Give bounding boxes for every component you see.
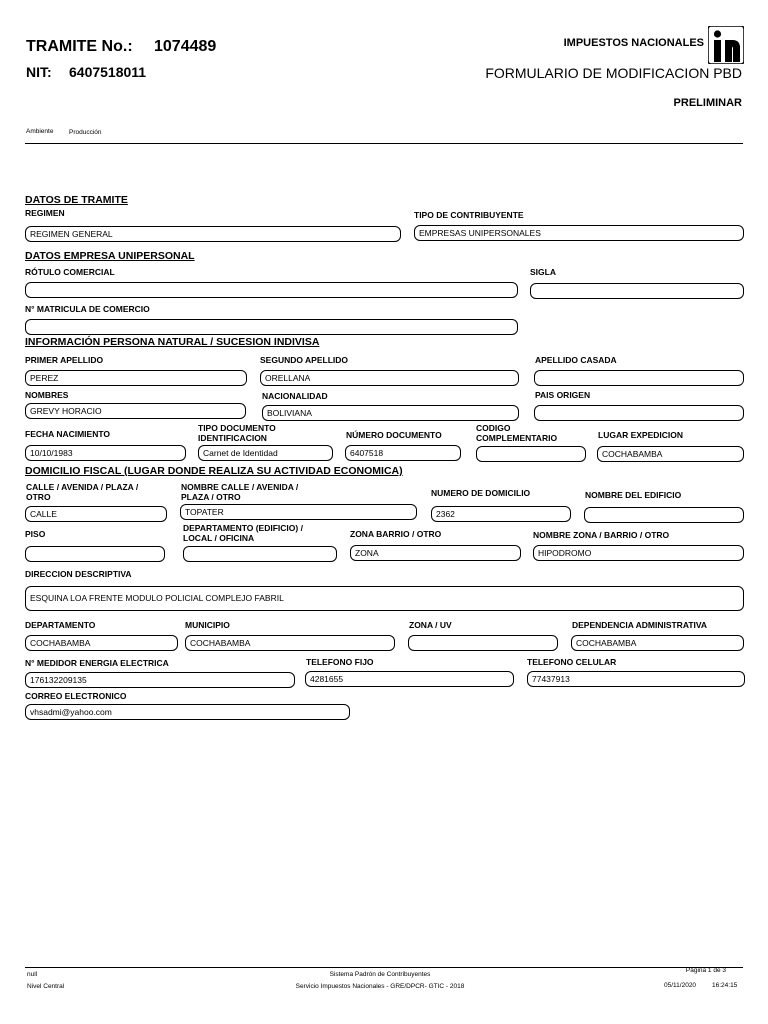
label-apellido-casada: APELLIDO CASADA	[535, 355, 617, 365]
tipo-documento-field[interactable]: Carnet de Identidad	[198, 445, 333, 461]
ambiente-value: Producción	[69, 129, 102, 136]
label-tipo-documento-line2: IDENTIFICACION	[198, 433, 267, 443]
label-telefono-fijo: TELEFONO FIJO	[306, 657, 374, 667]
nombre-zona-field[interactable]: HIPODROMO	[533, 545, 744, 561]
form-title: FORMULARIO DE MODIFICACION PBD	[485, 65, 742, 81]
label-nombres: NOMBRES	[25, 390, 69, 400]
calle-field[interactable]: CALLE	[25, 506, 167, 522]
footer-left-1: null	[27, 971, 38, 978]
apellido-casada-field[interactable]	[534, 370, 744, 386]
status-preliminar: PRELIMINAR	[673, 97, 742, 109]
correo-field[interactable]: vhsadmi@yahoo.com	[25, 704, 350, 720]
lugar-expedicion-field[interactable]: COCHABAMBA	[597, 446, 744, 462]
label-calle	[26, 482, 138, 502]
zona-barrio-field[interactable]: ZONA	[350, 545, 521, 561]
direccion-field[interactable]: ESQUINA LOA FRENTE MODULO POLICIAL COMPLEJO FABRIL	[25, 586, 744, 611]
footer-center-2: Servicio Impuestos Nacionales - GRE/DPCR- GTIC - 2018	[295, 983, 465, 990]
footer-date: 05/11/2020	[664, 982, 697, 989]
label-departamento-edificio-line1: DEPARTAMENTO (EDIFICIO) /	[183, 523, 303, 533]
label-tipo-documento-line1: TIPO DOCUMENTO	[198, 423, 276, 433]
footer-left-2: Nivel Central	[27, 983, 65, 990]
label-lugar-expedicion: LUGAR EXPEDICION	[598, 430, 684, 440]
piso-field[interactable]	[25, 546, 165, 562]
label-numero-documento: NÚMERO DOCUMENTO	[346, 430, 442, 440]
zona-uv-field[interactable]	[408, 635, 558, 651]
section-persona: INFORMACIÓN PERSONA NATURAL / SUCESION INDIVISA	[25, 336, 320, 348]
section-datos-tramite: DATOS DE TRAMITE	[25, 194, 128, 206]
regimen-field[interactable]: REGIMEN GENERAL	[25, 226, 401, 242]
tipo-contribuyente-field[interactable]: EMPRESAS UNIPERSONALES	[414, 225, 744, 241]
label-zona-barrio: ZONA BARRIO / OTRO	[350, 529, 442, 539]
label-codigo-line2: COMPLEMENTARIO	[476, 433, 558, 443]
rotulo-field[interactable]	[25, 282, 518, 298]
label-nombre-calle	[181, 482, 298, 502]
label-telefono-celular: TELEFONO CELULAR	[527, 657, 617, 667]
label-nombre-zona: NOMBRE ZONA / BARRIO / OTRO	[533, 530, 670, 540]
label-fecha-nacimiento: FECHA NACIMIENTO	[25, 429, 110, 439]
label-nombre-edificio: NOMBRE DEL EDIFICIO	[585, 490, 682, 500]
fecha-nacimiento-field[interactable]: 10/10/1983	[25, 445, 186, 461]
section-domicilio: DOMICILIO FISCAL (LUGAR DONDE REALIZA SU ACTIVIDAD ECONOMICA)	[25, 465, 403, 477]
label-regimen: REGIMEN	[25, 208, 65, 218]
medidor-field[interactable]: 176132209135	[25, 672, 295, 688]
label-zona-uv: ZONA / UV	[409, 620, 452, 630]
nombre-calle-field[interactable]: TOPATER	[180, 504, 417, 520]
label-direccion: DIRECCION DESCRIPTIVA	[25, 569, 132, 579]
telefono-fijo-field[interactable]: 4281655	[305, 671, 514, 687]
primer-apellido-field[interactable]: PEREZ	[25, 370, 247, 386]
label-correo: CORREO ELECTRONICO	[25, 691, 127, 701]
label-matricula: N° MATRICULA DE COMERCIO	[25, 304, 150, 314]
footer-page-number: Página 1 de 3	[685, 967, 726, 974]
tramite-number: 1074489	[154, 38, 217, 55]
tramite-label: TRAMITE No.:	[26, 38, 133, 55]
municipio-field[interactable]: COCHABAMBA	[185, 635, 395, 651]
departamento-edificio-field[interactable]	[183, 546, 337, 562]
ambiente-label: Ambiente	[26, 128, 54, 135]
label-rotulo: RÓTULO COMERCIAL	[25, 267, 115, 277]
label-primer-apellido: PRIMER APELLIDO	[25, 355, 104, 365]
label-departamento: DEPARTAMENTO	[25, 620, 96, 630]
agency-name: IMPUESTOS NACIONALES	[563, 37, 704, 49]
label-piso: PISO	[25, 529, 46, 539]
sigla-field[interactable]	[530, 283, 744, 299]
label-municipio: MUNICIPIO	[185, 620, 230, 630]
label-segundo-apellido: SEGUNDO APELLIDO	[260, 355, 348, 365]
label-numero-domicilio: NUMERO DE DOMICILIO	[431, 488, 531, 498]
impuestos-logo	[708, 26, 744, 64]
label-dependencia: DEPENDENCIA ADMINISTRATIVA	[572, 620, 708, 630]
departamento-field[interactable]: COCHABAMBA	[25, 635, 178, 651]
label-nombre-calle-line1: NOMBRE CALLE / AVENIDA /	[181, 482, 299, 492]
dependencia-field[interactable]: COCHABAMBA	[571, 635, 744, 651]
matricula-field[interactable]	[25, 319, 518, 335]
numero-documento-field[interactable]: 6407518	[345, 445, 461, 461]
label-sigla: SIGLA	[530, 267, 556, 277]
label-tipo-documento	[198, 423, 276, 443]
nit-label: NIT:	[26, 64, 52, 80]
codigo-complementario-field[interactable]	[476, 446, 586, 462]
footer-time: 16:24:15	[712, 982, 738, 989]
footer-divider	[25, 967, 743, 968]
label-codigo	[476, 423, 557, 443]
nacionalidad-field[interactable]: BOLIVIANA	[262, 405, 519, 421]
label-nombre-calle-line2: PLAZA / OTRO	[181, 492, 241, 502]
label-medidor: N° MEDIDOR ENERGIA ELECTRICA	[25, 658, 169, 668]
label-nacionalidad: NACIONALIDAD	[262, 391, 328, 401]
section-empresa: DATOS EMPRESA UNIPERSONAL	[25, 250, 195, 262]
numero-domicilio-field[interactable]: 2362	[431, 506, 571, 522]
telefono-celular-field[interactable]: 77437913	[527, 671, 745, 687]
label-departamento-edificio	[183, 523, 303, 543]
label-pais-origen: PAIS ORIGEN	[535, 390, 591, 400]
nombre-edificio-field[interactable]	[584, 507, 744, 523]
label-codigo-line1: CODIGO	[476, 423, 511, 433]
label-tipo-contribuyente: TIPO DE CONTRIBUYENTE	[414, 210, 524, 220]
nit-value: 6407518011	[69, 64, 147, 80]
nombres-field[interactable]: GREVY HORACIO	[25, 403, 246, 419]
pais-origen-field[interactable]	[534, 405, 744, 421]
label-calle-line1: CALLE / AVENIDA / PLAZA /	[26, 482, 139, 492]
segundo-apellido-field[interactable]: ORELLANA	[260, 370, 519, 386]
footer-center-1: Sistema Padrón de Contribuyentes	[329, 971, 431, 978]
label-calle-line2: OTRO	[26, 492, 51, 502]
header-divider	[25, 143, 743, 144]
label-departamento-edificio-line2: LOCAL / OFICINA	[183, 533, 255, 543]
